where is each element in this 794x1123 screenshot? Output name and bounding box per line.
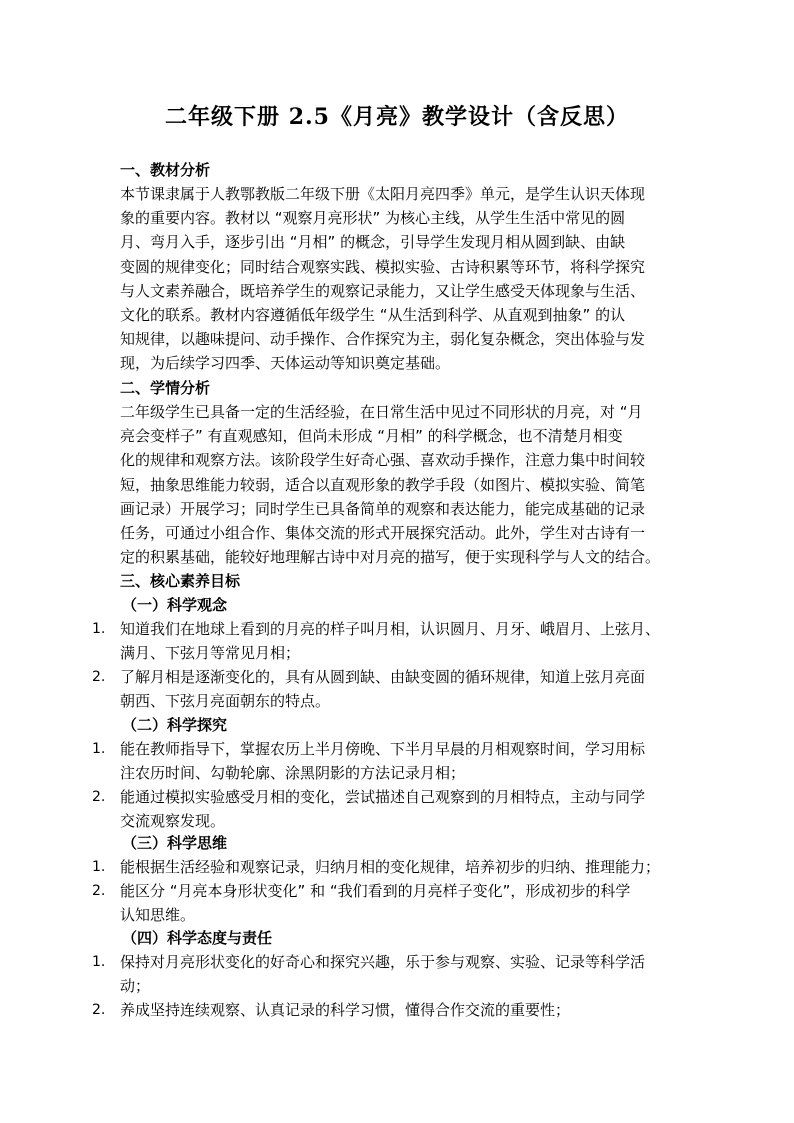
subsection-heading-science-inquiry: （二）科学探究 (122, 716, 228, 734)
section-heading-student-analysis: 二、学情分析 (120, 379, 211, 397)
list-number: 1. (92, 621, 106, 637)
paragraph-line: 象的重要内容。教材以 “观察月亮形状” 为核心主线，从学生生活中常见的圆 (120, 209, 626, 228)
list-number: 2. (92, 1002, 106, 1018)
list-item-line: 能通过模拟实验感受月相的变化，尝试描述自己观察到的月相特点，主动与同学 (120, 788, 646, 806)
paragraph-line: 短，抽象思维能力较弱，适合以直观形象的教学手段（如图片、模拟实验、简笔 (120, 475, 646, 494)
paragraph-line: 现，为后续学习四季、天体运动等知识奠定基础。 (120, 354, 451, 373)
section-heading-core-goals: 三、核心素养目标 (120, 572, 241, 590)
paragraph-line: 文化的联系。教材内容遵循低年级学生 “从生活到科学、从直观到抽象” 的认 (120, 305, 626, 324)
list-item-line: 养成坚持连续观察、认真记录的科学习惯，懂得合作交流的重要性； (120, 1001, 571, 1019)
paragraph-line: 画记录）开展学习；同时学生已具备简单的观察和表达能力，能完成基础的记录 (120, 499, 646, 518)
paragraph-line: 二年级学生已具备一定的生活经验，在日常生活中见过不同形状的月亮，对 “月 (120, 403, 643, 421)
paragraph-textbook-analysis (120, 182, 676, 376)
paragraph-line: 月、弯月入手，逐步引出 “月相” 的概念，引导学生发现月相从圆到缺、由缺 (120, 233, 626, 252)
list-item-line: 满月、下弦月等常见月相； (120, 644, 301, 663)
paragraph-line: 知规律，以趣味提问、动手操作、合作探究为主，弱化复杂概念，突出体验与发 (120, 330, 646, 349)
paragraph-line: 与人文素养融合，既培养学生的观察记录能力，又让学生感受天体现象与生活、 (120, 281, 646, 300)
paragraph-line: 变圆的规律变化；同时结合观察实践、模拟实验、古诗积累等环节，将科学探究 (120, 257, 646, 276)
paragraph-line: 定的积累基础，能较好地理解古诗中对月亮的描写，便于实现科学与人文的结合。 (120, 548, 661, 567)
list-item-line: 交流观察发现。 (120, 812, 226, 831)
subsection-heading-attitude-responsibility: （四）科学态度与责任 (122, 929, 273, 947)
paragraph-line: 亮会变样子” 有直观感知，但尚未形成 “月相” 的科学概念，也不清楚月相变 (120, 427, 623, 446)
list-number: 2. (92, 883, 106, 899)
subsection-heading-science-thinking: （三）科学思维 (122, 834, 228, 852)
list-item-line: 了解月相是逐渐变化的，具有从圆到缺、由缺变圆的循环规律，知道上弦月亮面 (120, 668, 646, 686)
list-item-line: 朝西、下弦月亮面朝东的特点。 (120, 692, 331, 711)
subsection-heading-science-concept: （一）科学观念 (122, 596, 228, 614)
list-number: 2. (92, 789, 106, 805)
list-item-line: 知道我们在地球上看到的月亮的样子叫月相，认识圆月、月牙、峨眉月、上弦月、 (120, 620, 661, 638)
list-number: 1. (92, 859, 106, 875)
list-item-line: 注农历时间、勾勒轮廓、涂黑阴影的方法记录月相； (120, 764, 466, 783)
list-number: 2. (92, 669, 106, 685)
paragraph-line: 任务，可通过小组合作、集体交流的形式开展探究活动。此外，学生对古诗有一 (120, 523, 646, 542)
list-item-line: 保持对月亮形状变化的好奇心和探究兴趣，乐于参与观察、实验、记录等科学活 (120, 953, 646, 971)
list-item-line: 能根据生活经验和观察记录，归纳月相的变化规律，培养初步的归纳、推理能力； (120, 858, 661, 876)
section-heading-textbook-analysis: 一、教材分析 (120, 161, 211, 179)
paragraph-line: 化的规律和观察方法。该阶段学生好奇心强、喜欢动手操作，注意力集中时间较 (120, 451, 646, 470)
document-title: 二年级下册 2.5《月亮》教学设计（含反思） (165, 104, 629, 130)
list-item-line: 能在教师指导下，掌握农历上半月傍晚、下半月早晨的月相观察时间，学习用标 (120, 740, 646, 758)
list-item-line: 能区分 “月亮本身形状变化” 和 “我们看到的月亮样子变化”，形成初步的科学 (120, 882, 631, 900)
list-item-line: 认知思维。 (120, 906, 196, 925)
list-item-line: 动； (120, 977, 151, 996)
paragraph-line: 本节课隶属于人教鄂教版二年级下册《太阳月亮四季》单元，是学生认识天体现 (120, 185, 646, 203)
list-number: 1. (92, 741, 106, 757)
list-number: 1. (92, 954, 106, 970)
paragraph-student-analysis (120, 400, 676, 569)
